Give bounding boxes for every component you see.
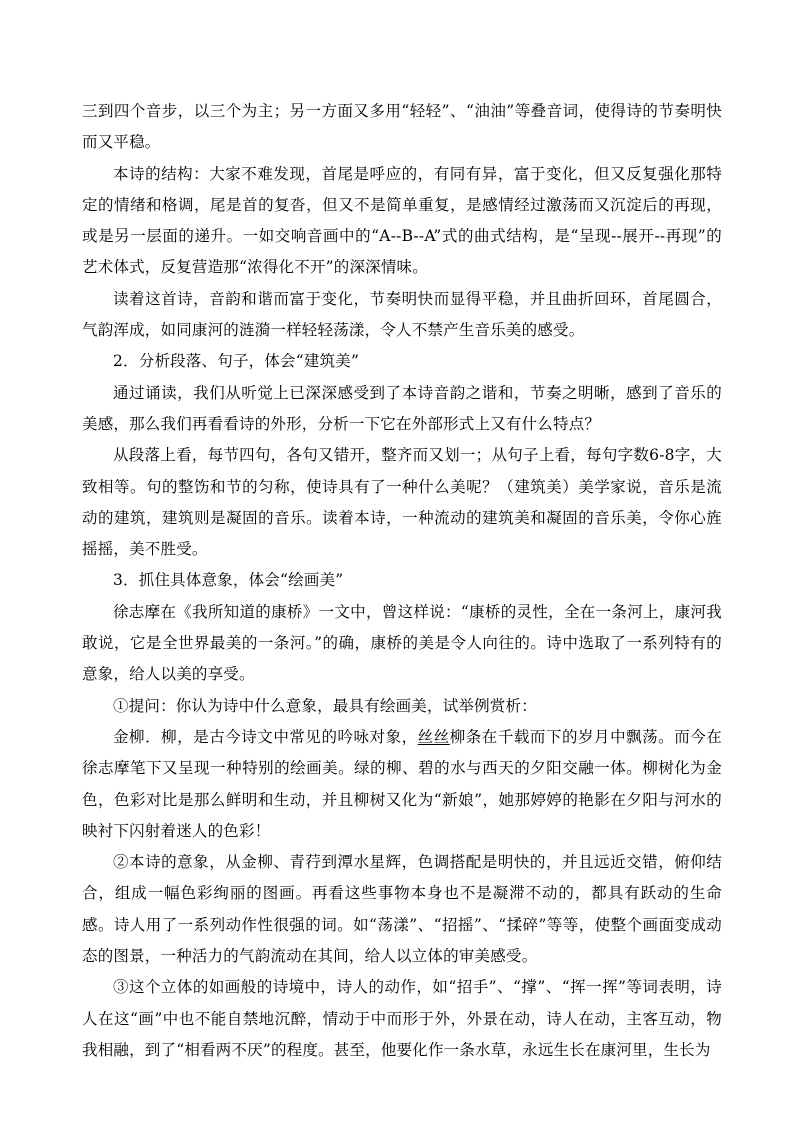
paragraph-imagery-2: ②本诗的意象，从金柳、青荇到潭水星辉，色调搭配是明快的，并且远近交错，俯仰结合，组成一幅色彩绚丽的图画。再看这些事物本身也不是凝滞不动的，都具有跃动的生命感。诗人用了一系列动作性很强的词。如“荡漾”、“招摇”、“揉碎”等等，使整个画面变成动态的图景，一种活力的气韵流动在其间，给人以立体的审美感受。 — [82, 853, 722, 966]
paragraph-rhythm-continued: 三到四个音步，以三个为主；另一方面又多用“轻轻”、“油油”等叠音词，使得诗的节奏明快而又平稳。 — [82, 102, 722, 152]
underlined-sisi: 丝丝 — [417, 727, 450, 746]
section-heading-painting-beauty: 3．抓住具体意象，体会“绘画美” — [113, 571, 344, 590]
paragraph-kangqiao-quote: 徐志摩在《我所知道的康桥》一文中，曾这样说：“康桥的灵性，全在一条河上，康河我敢说，它是全世界最美的一条河。”的确，康桥的美是令人向往的。诗中选取了一系列特有的意象，给人以美的享受。 — [82, 602, 722, 684]
document-body — [82, 96, 722, 1066]
paragraph-golden-willow — [82, 722, 722, 847]
section-heading-architecture-beauty: 2．分析段落、句子，体会“建筑美” — [113, 352, 360, 371]
paragraph-recitation: 通过诵读，我们从听觉上已深深感受到了本诗音韵之谐和，节奏之明晰，感到了音乐的美感，那么我们再看看诗的外形，分析一下它在外部形式上又有什么特点？ — [82, 383, 722, 433]
paragraph-structure: 本诗的结构：大家不难发现，首尾是呼应的，有同有异，富于变化，但又反复强化那特定的情绪和格调，尾是首的复沓，但又不是简单重复，是感情经过激荡而又沉淀后的再现，或是另一层面的递升。一如交响音画中的“A--B--A”式的曲式结构，是“呈现--展开--再现”的艺术体式，反复营造那“浓得化不开”的深深情味。 — [82, 164, 722, 277]
paragraph-music-beauty: 读着这首诗，音韵和谐而富于变化，节奏明快而显得平稳，并且曲折回环，首尾圆合，气韵浑成，如同康河的涟漪一样轻轻荡漾，令人不禁产生音乐美的感受。 — [82, 289, 722, 340]
paragraph-imagery-3: ③这个立体的如画般的诗境中，诗人的动作，如“招手”、“撑”、“挥一挥”等词表明，诗人在这“画”中也不能自禁地沉醉，情动于中而形于外，外景在动，诗人在动，主客互动，物我相融，到了“相看两不厌”的程度。甚至，他要化作一条水草，永远生长在康河里，生长为 — [82, 978, 722, 1059]
paragraph-question-1: ①提问：你认为诗中什么意象，最具有绘画美，试举例赏析： — [113, 696, 537, 715]
golden-willow-text-a: 金柳．柳，是古今诗文中常见的吟咏对象， — [113, 727, 418, 746]
paragraph-stanza-form: 从段落上看，每节四句，各句又错开，整齐而又划一；从句子上看，每句字数6-8字，大致相等。句的整饬和节的匀称，使诗具有了一种什么美呢？（建筑美）美学家说，音乐是流动的建筑，建筑则是凝固的音乐。读着本诗，一种流动的建筑美和凝固的音乐美，令你心旌摇摇，美不胜受。 — [82, 446, 722, 559]
golden-willow-text-b: 柳条在千载而下的岁月中飘荡。而今在徐志摩笔下又呈现一种特别的绘画美。绿的柳、碧的水与西天的夕阳交融一体。柳树化为金色，色彩对比是那么鲜明和生动，并且柳树又化为“新娘”，她那婷婷的艳影在夕阳与河水的映衬下闪射着迷人的色彩！ — [82, 727, 722, 840]
